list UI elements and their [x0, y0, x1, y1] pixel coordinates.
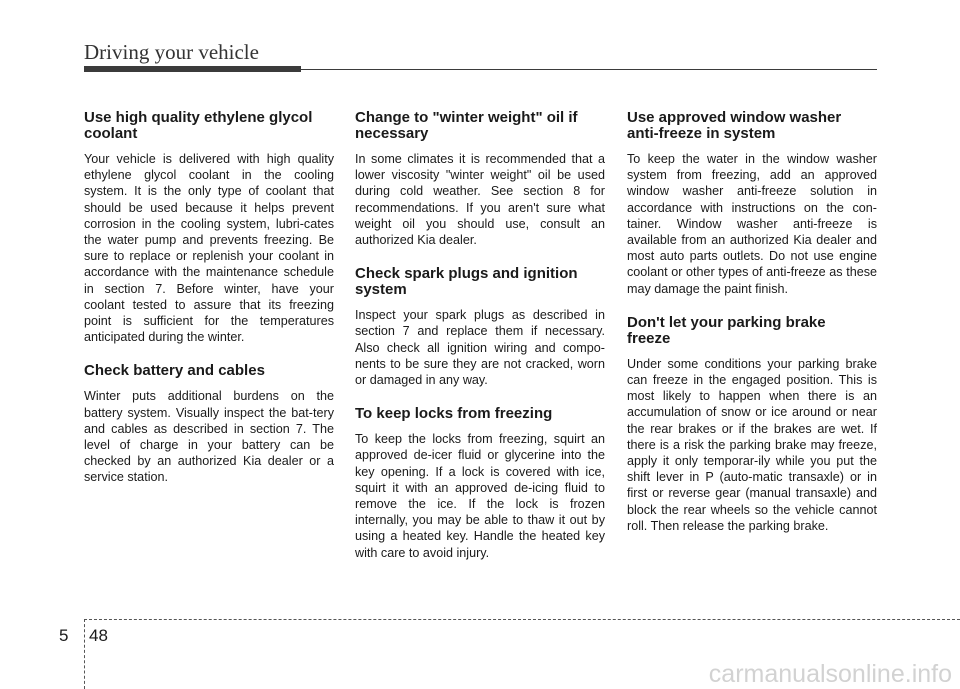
heading-coolant-line1: Use high quality ethylene glycol — [84, 109, 313, 126]
heading-winter-oil-line2: necessary — [355, 125, 429, 142]
page-header-title: Driving your vehicle — [84, 40, 259, 64]
footer-vertical-rule — [84, 619, 85, 689]
heading-spark-plugs — [355, 266, 605, 298]
footer-horizontal-rule — [84, 619, 960, 620]
column-2 — [355, 110, 605, 579]
paragraph-winter-oil: In some climates it is recommended that a lower viscosity "winter weight" oil be used during cold weather. See section 8 for recommendations. If you aren't sure what weight oil you should use, consult an authorized Kia dealer. — [355, 152, 605, 248]
page-section-number: 5 — [59, 626, 69, 645]
paragraph-coolant: Your vehicle is delivered with high quality ethylene glycol coolant in the cooling system. It is the only type of coolant that should be used because it helps prevent corrosion in the cooling system, lubri-cates the water pump and prevents freezing. Be sure to replace or replenish your coolant in accordance with the maintenance schedule in section 7. Before winter, have your coolant tested to assure that its freezing point is sufficient for the temperatures anticipated during the winter. — [84, 152, 334, 345]
heading-washer-line2: anti-freeze in system — [627, 125, 776, 142]
heading-parking-brake — [627, 315, 877, 347]
heading-washer-line1: Use approved window washer — [627, 109, 842, 126]
paragraph-battery: Winter puts additional burdens on the battery system. Visually inspect the bat-tery and cables as described in section 7. The level of charge in your battery can be checked by an authorized Kia dealer or a service station. — [84, 389, 334, 485]
heading-coolant — [84, 110, 334, 142]
heading-parking-brake-line2: freeze — [627, 329, 671, 347]
heading-locks: To keep locks from freezing — [355, 405, 553, 423]
heading-winter-oil — [355, 110, 605, 142]
paragraph-spark-plugs: Inspect your spark plugs as described in section 7 and replace them if necessary. Also check all ignition wiring and compo-nents to be sure they are not cracked, worn or damaged in any way. — [355, 308, 605, 388]
header-rule — [301, 69, 877, 70]
page-number: 48 — [89, 626, 108, 645]
watermark: carmanualsonline.info — [708, 660, 952, 688]
heading-battery: Check battery and cables — [84, 362, 265, 380]
heading-coolant-line2: coolant — [84, 125, 138, 142]
paragraph-locks: To keep the locks from freezing, squirt an approved de-icer fluid or glycerine into the key opening. If a lock is covered with ice, squirt it with an approved de-icing fluid to remove the ice. If the lock is frozen internally, you may be able to thaw it out by using a heated key. Handle the heated key with care to avoid injury. — [355, 432, 605, 560]
heading-parking-brake-line1: Don't let your parking brake — [627, 313, 826, 331]
paragraph-washer: To keep the water in the window washer system from freezing, add an approved window washer anti-freeze solution in accordance with instructions on the con-tainer. Window washer anti-freeze is available from an authorized Kia dealer and most auto parts outlets. Do not use engine coolant or other types of anti-freeze as these may damage the paint finish. — [627, 152, 877, 296]
header-accent-bar — [84, 66, 301, 72]
heading-washer — [627, 110, 877, 142]
column-1 — [84, 110, 334, 504]
heading-winter-oil-line1: Change to "winter weight" oil if — [355, 109, 578, 126]
paragraph-parking-brake: Under some conditions your parking brake can freeze in the engaged position. This is most likely to happen when there is an accumulation of snow or ice around or near the rear brakes or if the brakes are wet. If there is a risk the parking brake may freeze, apply it only temporar-ily while you put the shift lever in P (auto-matic transaxle) or in first or reverse gear (manual transaxle) and block the rear wheels so the vehicle cannot roll. Then release the parking brake. — [627, 356, 877, 533]
heading-spark-plugs-line1: Check spark plugs and ignition — [355, 265, 578, 283]
heading-spark-plugs-line2: system — [355, 281, 407, 299]
column-3 — [627, 110, 877, 552]
